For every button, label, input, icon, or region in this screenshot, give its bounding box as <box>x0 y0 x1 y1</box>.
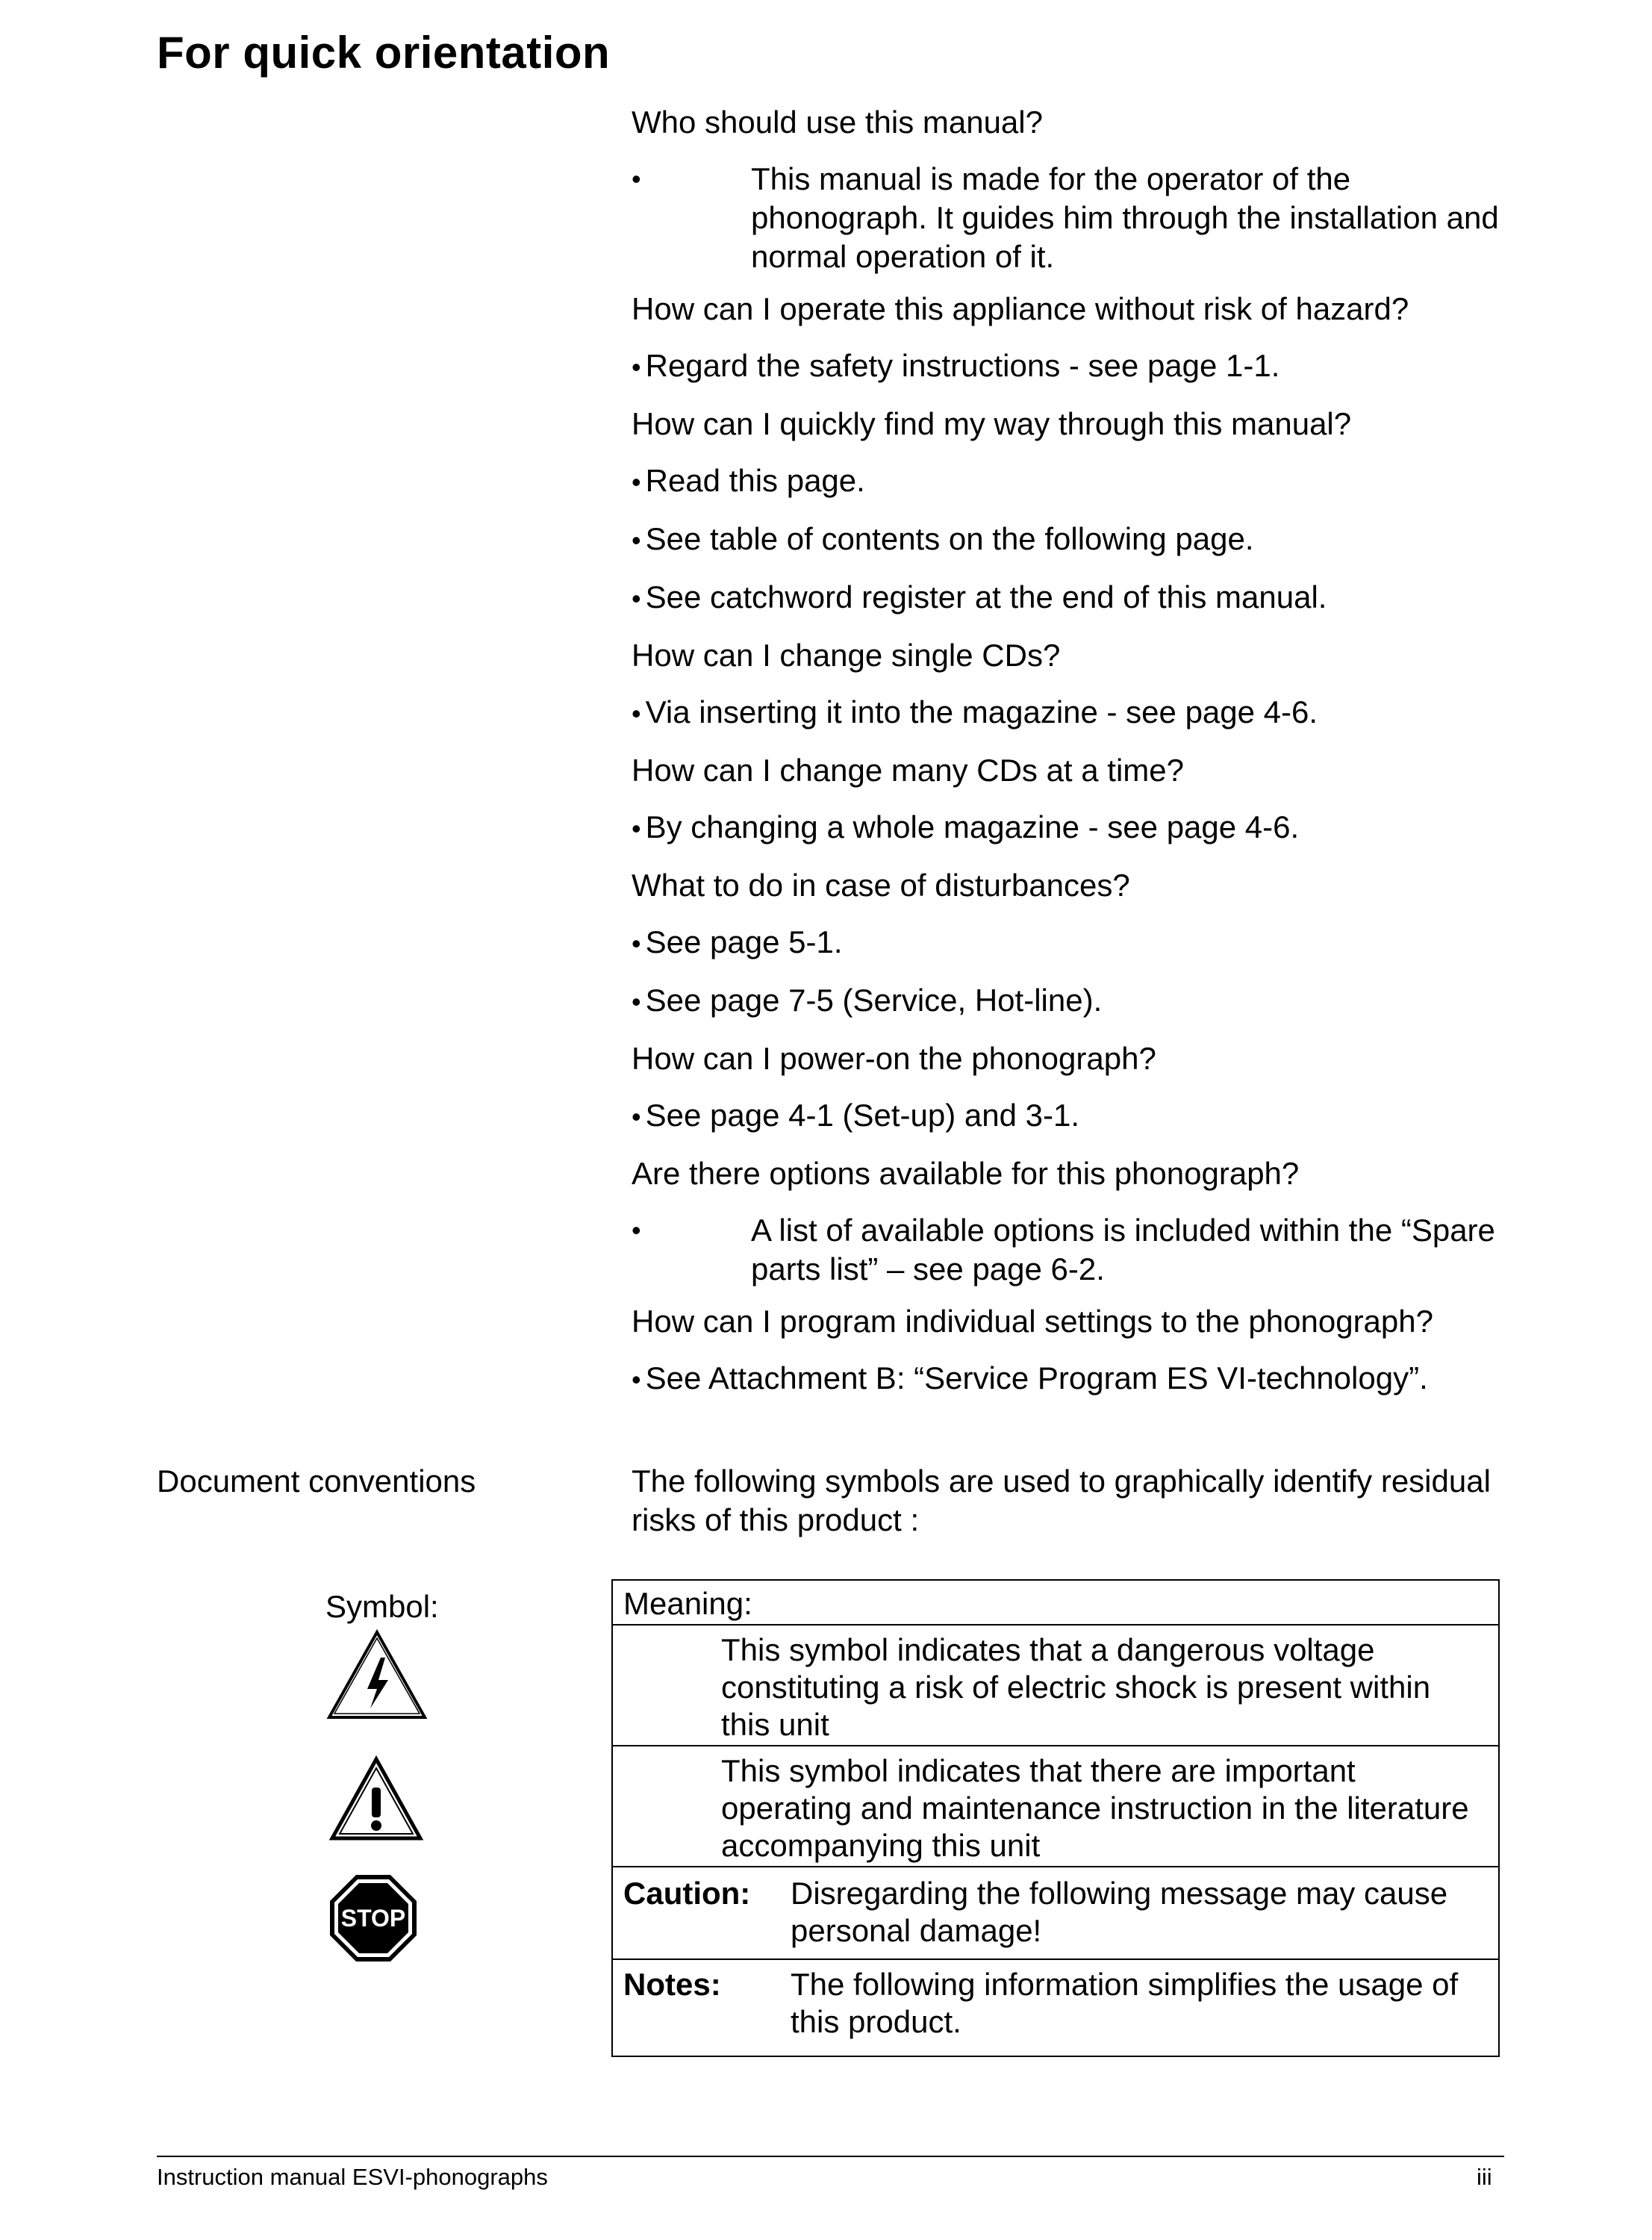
bullet: • <box>632 986 641 1017</box>
footer-manual-title: Instruction manual ESVI-phonographs <box>157 2164 548 2190</box>
faq-answer <box>632 1211 1505 1289</box>
bullet: • <box>632 928 641 959</box>
bullet: • <box>632 583 641 614</box>
faq-answer <box>632 808 1505 848</box>
bullet: • <box>632 525 641 556</box>
faq-answer-text: See Attachment B: “Service Program ES VI-technology”. <box>645 1360 1428 1396</box>
faq-list <box>632 103 1505 1417</box>
faq-answer-text: Read this page. <box>645 463 865 498</box>
faq-answer <box>632 1359 1505 1399</box>
bullet: • <box>632 1101 641 1132</box>
caution-term: Caution: <box>623 1876 751 1911</box>
faq-answer-text: See page 4-1 (Set-up) and 3-1. <box>645 1098 1079 1133</box>
faq-answer-text: See page 7-5 (Service, Hot-line). <box>645 983 1103 1018</box>
faq-answer <box>632 160 1505 276</box>
faq-answer-text: Regard the safety instructions - see page 1-1. <box>645 348 1280 383</box>
faq-answer-text: See table of contents on the following page. <box>645 521 1254 556</box>
page-title: For quick orientation <box>157 28 611 78</box>
stop-sign-icon <box>328 1873 419 1964</box>
lightning-warning-icon <box>325 1628 428 1721</box>
notes-term: Notes: <box>623 1967 721 2002</box>
exclamation-warning-icon <box>328 1755 424 1843</box>
faq-question: How can I power-on the phonograph? <box>632 1041 1156 1076</box>
faq-question: How can I quickly find my way through this manual? <box>632 406 1352 441</box>
faq-answer-text: By changing a whole magazine - see page 4-6. <box>645 809 1300 844</box>
bullet: • <box>632 1364 641 1395</box>
exclamation-meaning-text: This symbol indicates that there are important operating and maintenance instruction in the literature accompanying this unit <box>721 1753 1469 1863</box>
faq-answer <box>632 923 1505 963</box>
table-header-row <box>613 1581 1498 1624</box>
faq-question: How can I change many CDs at a time? <box>632 753 1185 788</box>
faq-answer <box>632 981 1505 1021</box>
table-row <box>613 1866 1498 1960</box>
faq-answer-text: Via inserting it into the magazine - see page 4-6. <box>645 694 1318 729</box>
stop-sign-text: STOP <box>340 1905 406 1932</box>
document-conventions-label: Document conventions <box>157 1463 476 1499</box>
faq-answer-text: A list of available options is included within the “Spare parts list” – see page 6-2. <box>751 1213 1495 1287</box>
faq-answer <box>632 693 1505 733</box>
faq-question: How can I program individual settings to the phonograph? <box>632 1304 1433 1339</box>
footer-divider <box>157 2156 1504 2157</box>
bullet: • <box>632 813 641 844</box>
meaning-table <box>611 1579 1500 2057</box>
faq-answer-text: See page 5-1. <box>645 924 843 959</box>
faq-question: Who should use this manual? <box>632 105 1043 140</box>
faq-question: How can I change single CDs? <box>632 638 1061 673</box>
page-number: iii <box>1477 2164 1492 2190</box>
lightning-meaning-text: This symbol indicates that a dangerous voltage constituting a risk of electric shock is present within this unit <box>721 1632 1431 1742</box>
bullet: • <box>632 1215 641 1245</box>
faq-answer-text: This manual is made for the operator of the phonograph. It guides him through the installation and normal operation of it. <box>751 161 1499 274</box>
table-row <box>613 1624 1498 1746</box>
faq-question: How can I operate this appliance without risk of hazard? <box>632 291 1409 326</box>
faq-question: Are there options available for this phonograph? <box>632 1156 1300 1191</box>
faq-question: What to do in case of disturbances? <box>632 868 1130 903</box>
bullet: • <box>632 352 641 382</box>
caution-description: Disregarding the following message may cause personal damage! <box>791 1876 1448 1948</box>
notes-description: The following information simplifies the usage of this product. <box>791 1967 1459 2039</box>
bullet: • <box>632 467 641 497</box>
faq-answer <box>632 346 1505 387</box>
faq-answer <box>632 1096 1505 1136</box>
symbol-column-label: Symbol: <box>325 1589 439 1624</box>
faq-answer <box>632 520 1505 560</box>
faq-answer-text: See catchword register at the end of this manual. <box>645 579 1327 615</box>
meaning-header: Meaning: <box>623 1586 752 1621</box>
faq-answer <box>632 461 1505 502</box>
table-row <box>613 1745 1498 1867</box>
document-conventions-intro: The following symbols are used to graphically identify residual risks of this product : <box>632 1463 1491 1537</box>
faq-answer <box>632 578 1505 618</box>
table-row <box>613 1959 1498 2057</box>
bullet: • <box>632 698 641 729</box>
bullet: • <box>632 164 641 194</box>
